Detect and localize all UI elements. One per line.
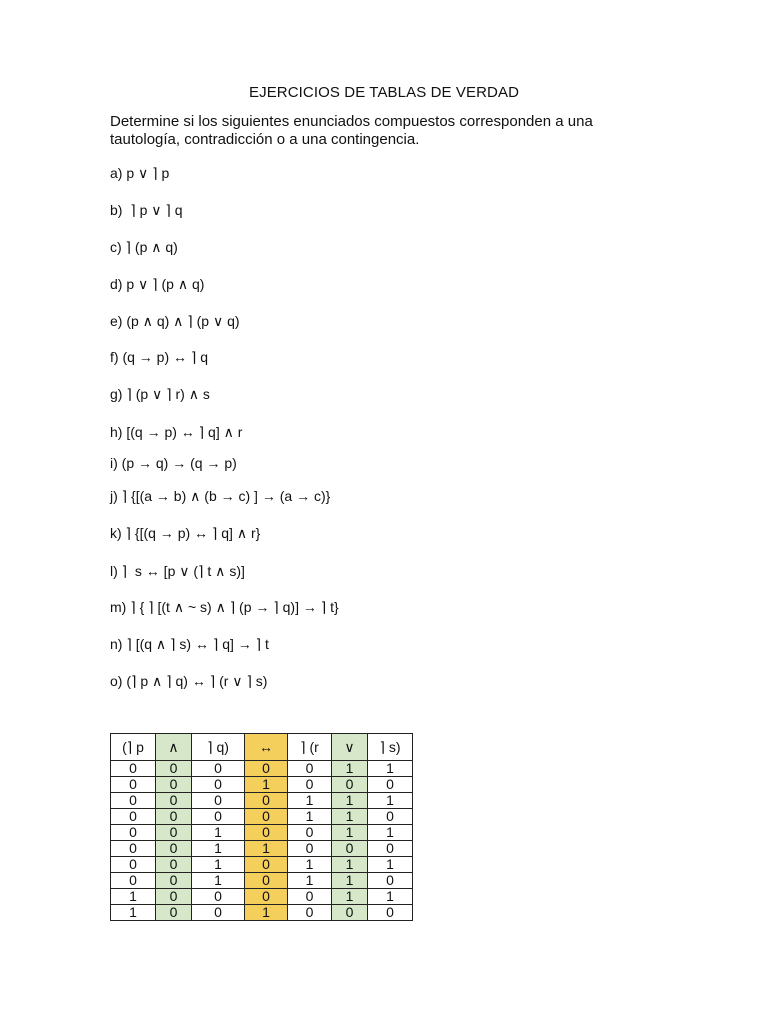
truth-table-cell: 0 xyxy=(288,889,332,905)
truth-table-cell: 0 xyxy=(368,905,413,921)
truth-table-cell: 0 xyxy=(245,825,288,841)
truth-table-cell: 1 xyxy=(332,793,368,809)
truth-table-cell: 0 xyxy=(245,873,288,889)
truth-table-row xyxy=(111,873,413,889)
truth-table-cell: 0 xyxy=(156,905,192,921)
truth-table-row xyxy=(111,809,413,825)
truth-table-cell: 0 xyxy=(111,857,156,873)
truth-table-cell: 1 xyxy=(368,825,413,841)
truth-table-cell: 0 xyxy=(245,793,288,809)
truth-table-cell: 0 xyxy=(368,809,413,825)
truth-table-cell: 1 xyxy=(111,905,156,921)
instructions-paragraph: Determine si los siguientes enunciados compuestos corresponden a una tautología, contradicción o a una contingencia. xyxy=(110,113,593,148)
truth-table-cell: 0 xyxy=(156,761,192,777)
truth-table-header: ∧ xyxy=(156,734,192,761)
truth-table-cell: 1 xyxy=(111,889,156,905)
exercise-i: i) (p → q) → (q → p) xyxy=(110,455,237,471)
truth-table-cell: 0 xyxy=(111,777,156,793)
truth-table-cell: 0 xyxy=(288,905,332,921)
truth-table-cell: 0 xyxy=(111,841,156,857)
truth-table-cell: 1 xyxy=(288,857,332,873)
exercise-e: e) (p ∧ q) ∧ ⌉ (p ∨ q) xyxy=(110,313,240,329)
truth-table-cell: 0 xyxy=(332,777,368,793)
truth-table-row xyxy=(111,793,413,809)
truth-table-row xyxy=(111,777,413,793)
truth-table-cell: 0 xyxy=(245,809,288,825)
truth-table-header: ↔ xyxy=(245,734,288,761)
truth-table-cell: 1 xyxy=(368,889,413,905)
truth-table-cell: 0 xyxy=(111,809,156,825)
truth-table-cell: 1 xyxy=(245,841,288,857)
truth-table-cell: 1 xyxy=(245,905,288,921)
truth-table-row xyxy=(111,905,413,921)
truth-table-row xyxy=(111,841,413,857)
truth-table-cell: 0 xyxy=(156,889,192,905)
truth-table-cell: 1 xyxy=(288,793,332,809)
truth-table-cell: 0 xyxy=(111,793,156,809)
truth-table xyxy=(110,733,413,921)
truth-table-cell: 0 xyxy=(288,825,332,841)
truth-table-cell: 1 xyxy=(368,857,413,873)
truth-table-cell: 0 xyxy=(192,793,245,809)
truth-table-cell: 0 xyxy=(245,889,288,905)
truth-table-row xyxy=(111,889,413,905)
truth-table-header: ⌉ s) xyxy=(368,734,413,761)
truth-table-cell: 0 xyxy=(156,809,192,825)
truth-table-cell: 0 xyxy=(192,889,245,905)
truth-table-cell: 0 xyxy=(368,841,413,857)
truth-table-cell: 1 xyxy=(332,809,368,825)
truth-table-cell: 0 xyxy=(156,777,192,793)
truth-table-cell: 0 xyxy=(288,777,332,793)
truth-table-cell: 0 xyxy=(288,841,332,857)
truth-table-cell: 0 xyxy=(156,857,192,873)
truth-table-cell: 1 xyxy=(288,873,332,889)
truth-table-cell: 0 xyxy=(368,873,413,889)
truth-table-cell: 1 xyxy=(245,777,288,793)
exercise-g: g) ⌉ (p ∨ ⌉ r) ∧ s xyxy=(110,386,210,402)
truth-table-row xyxy=(111,761,413,777)
exercise-h: h) [(q → p) ↔ ⌉ q] ∧ r xyxy=(110,424,243,440)
truth-table-cell: 0 xyxy=(111,873,156,889)
truth-table-cell: 0 xyxy=(368,777,413,793)
exercise-f: f) (q → p) ↔ ⌉ q xyxy=(110,349,209,365)
truth-table-header: ∨ xyxy=(332,734,368,761)
truth-table-cell: 1 xyxy=(192,841,245,857)
exercise-d: d) p ∨ ⌉ (p ∧ q) xyxy=(110,276,205,292)
truth-table-header: ⌉ q) xyxy=(192,734,245,761)
truth-table-cell: 0 xyxy=(111,825,156,841)
truth-table-cell: 0 xyxy=(245,857,288,873)
truth-table-body xyxy=(111,761,413,921)
truth-table-cell: 0 xyxy=(192,761,245,777)
exercise-k: k) ⌉ {[(q → p) ↔ ⌉ q] ∧ r} xyxy=(110,525,261,541)
exercise-b: b) ⌉ p ∨ ⌉ q xyxy=(110,202,183,218)
page-title: EJERCICIOS DE TABLAS DE VERDAD xyxy=(248,84,519,101)
truth-table-cell: 0 xyxy=(192,905,245,921)
truth-table-cell: 0 xyxy=(245,761,288,777)
truth-table-cell: 0 xyxy=(332,905,368,921)
truth-table-cell: 1 xyxy=(192,873,245,889)
truth-table-cell: 1 xyxy=(332,889,368,905)
truth-table-cell: 0 xyxy=(192,809,245,825)
truth-table-cell: 0 xyxy=(156,841,192,857)
truth-table-row xyxy=(111,857,413,873)
exercise-c: c) ⌉ (p ∧ q) xyxy=(110,239,178,255)
truth-table-cell: 1 xyxy=(332,825,368,841)
truth-table-cell: 1 xyxy=(332,873,368,889)
truth-table-header: (⌉ p xyxy=(111,734,156,761)
truth-table-cell: 1 xyxy=(368,761,413,777)
truth-table-cell: 1 xyxy=(332,857,368,873)
truth-table-row xyxy=(111,825,413,841)
truth-table-header: ⌉ (r xyxy=(288,734,332,761)
truth-table-header-row xyxy=(111,734,413,761)
truth-table-cell: 1 xyxy=(192,857,245,873)
truth-table-cell: 1 xyxy=(288,809,332,825)
exercise-m: m) ⌉ { ⌉ [(t ∧ ~ s) ∧ ⌉ (p → ⌉ q)] → ⌉ t} xyxy=(110,599,339,615)
truth-table-cell: 0 xyxy=(192,777,245,793)
truth-table-cell: 1 xyxy=(368,793,413,809)
truth-table-cell: 0 xyxy=(156,793,192,809)
truth-table-cell: 1 xyxy=(332,761,368,777)
exercise-n: n) ⌉ [(q ∧ ⌉ s) ↔ ⌉ q] → ⌉ t xyxy=(110,636,269,652)
truth-table-cell: 0 xyxy=(111,761,156,777)
truth-table-cell: 0 xyxy=(156,825,192,841)
exercise-j: j) ⌉ {[(a → b) ∧ (b → c) ] → (a → c)} xyxy=(110,488,331,504)
truth-table-cell: 0 xyxy=(156,873,192,889)
exercise-o: o) (⌉ p ∧ ⌉ q) ↔ ⌉ (r ∨ ⌉ s) xyxy=(110,673,268,689)
truth-table-cell: 0 xyxy=(288,761,332,777)
exercise-a: a) p ∨ ⌉ p xyxy=(110,165,170,181)
truth-table-cell: 1 xyxy=(192,825,245,841)
truth-table-cell: 0 xyxy=(332,841,368,857)
exercise-l: l) ⌉ s ↔ [p ∨ (⌉ t ∧ s)] xyxy=(110,563,245,579)
